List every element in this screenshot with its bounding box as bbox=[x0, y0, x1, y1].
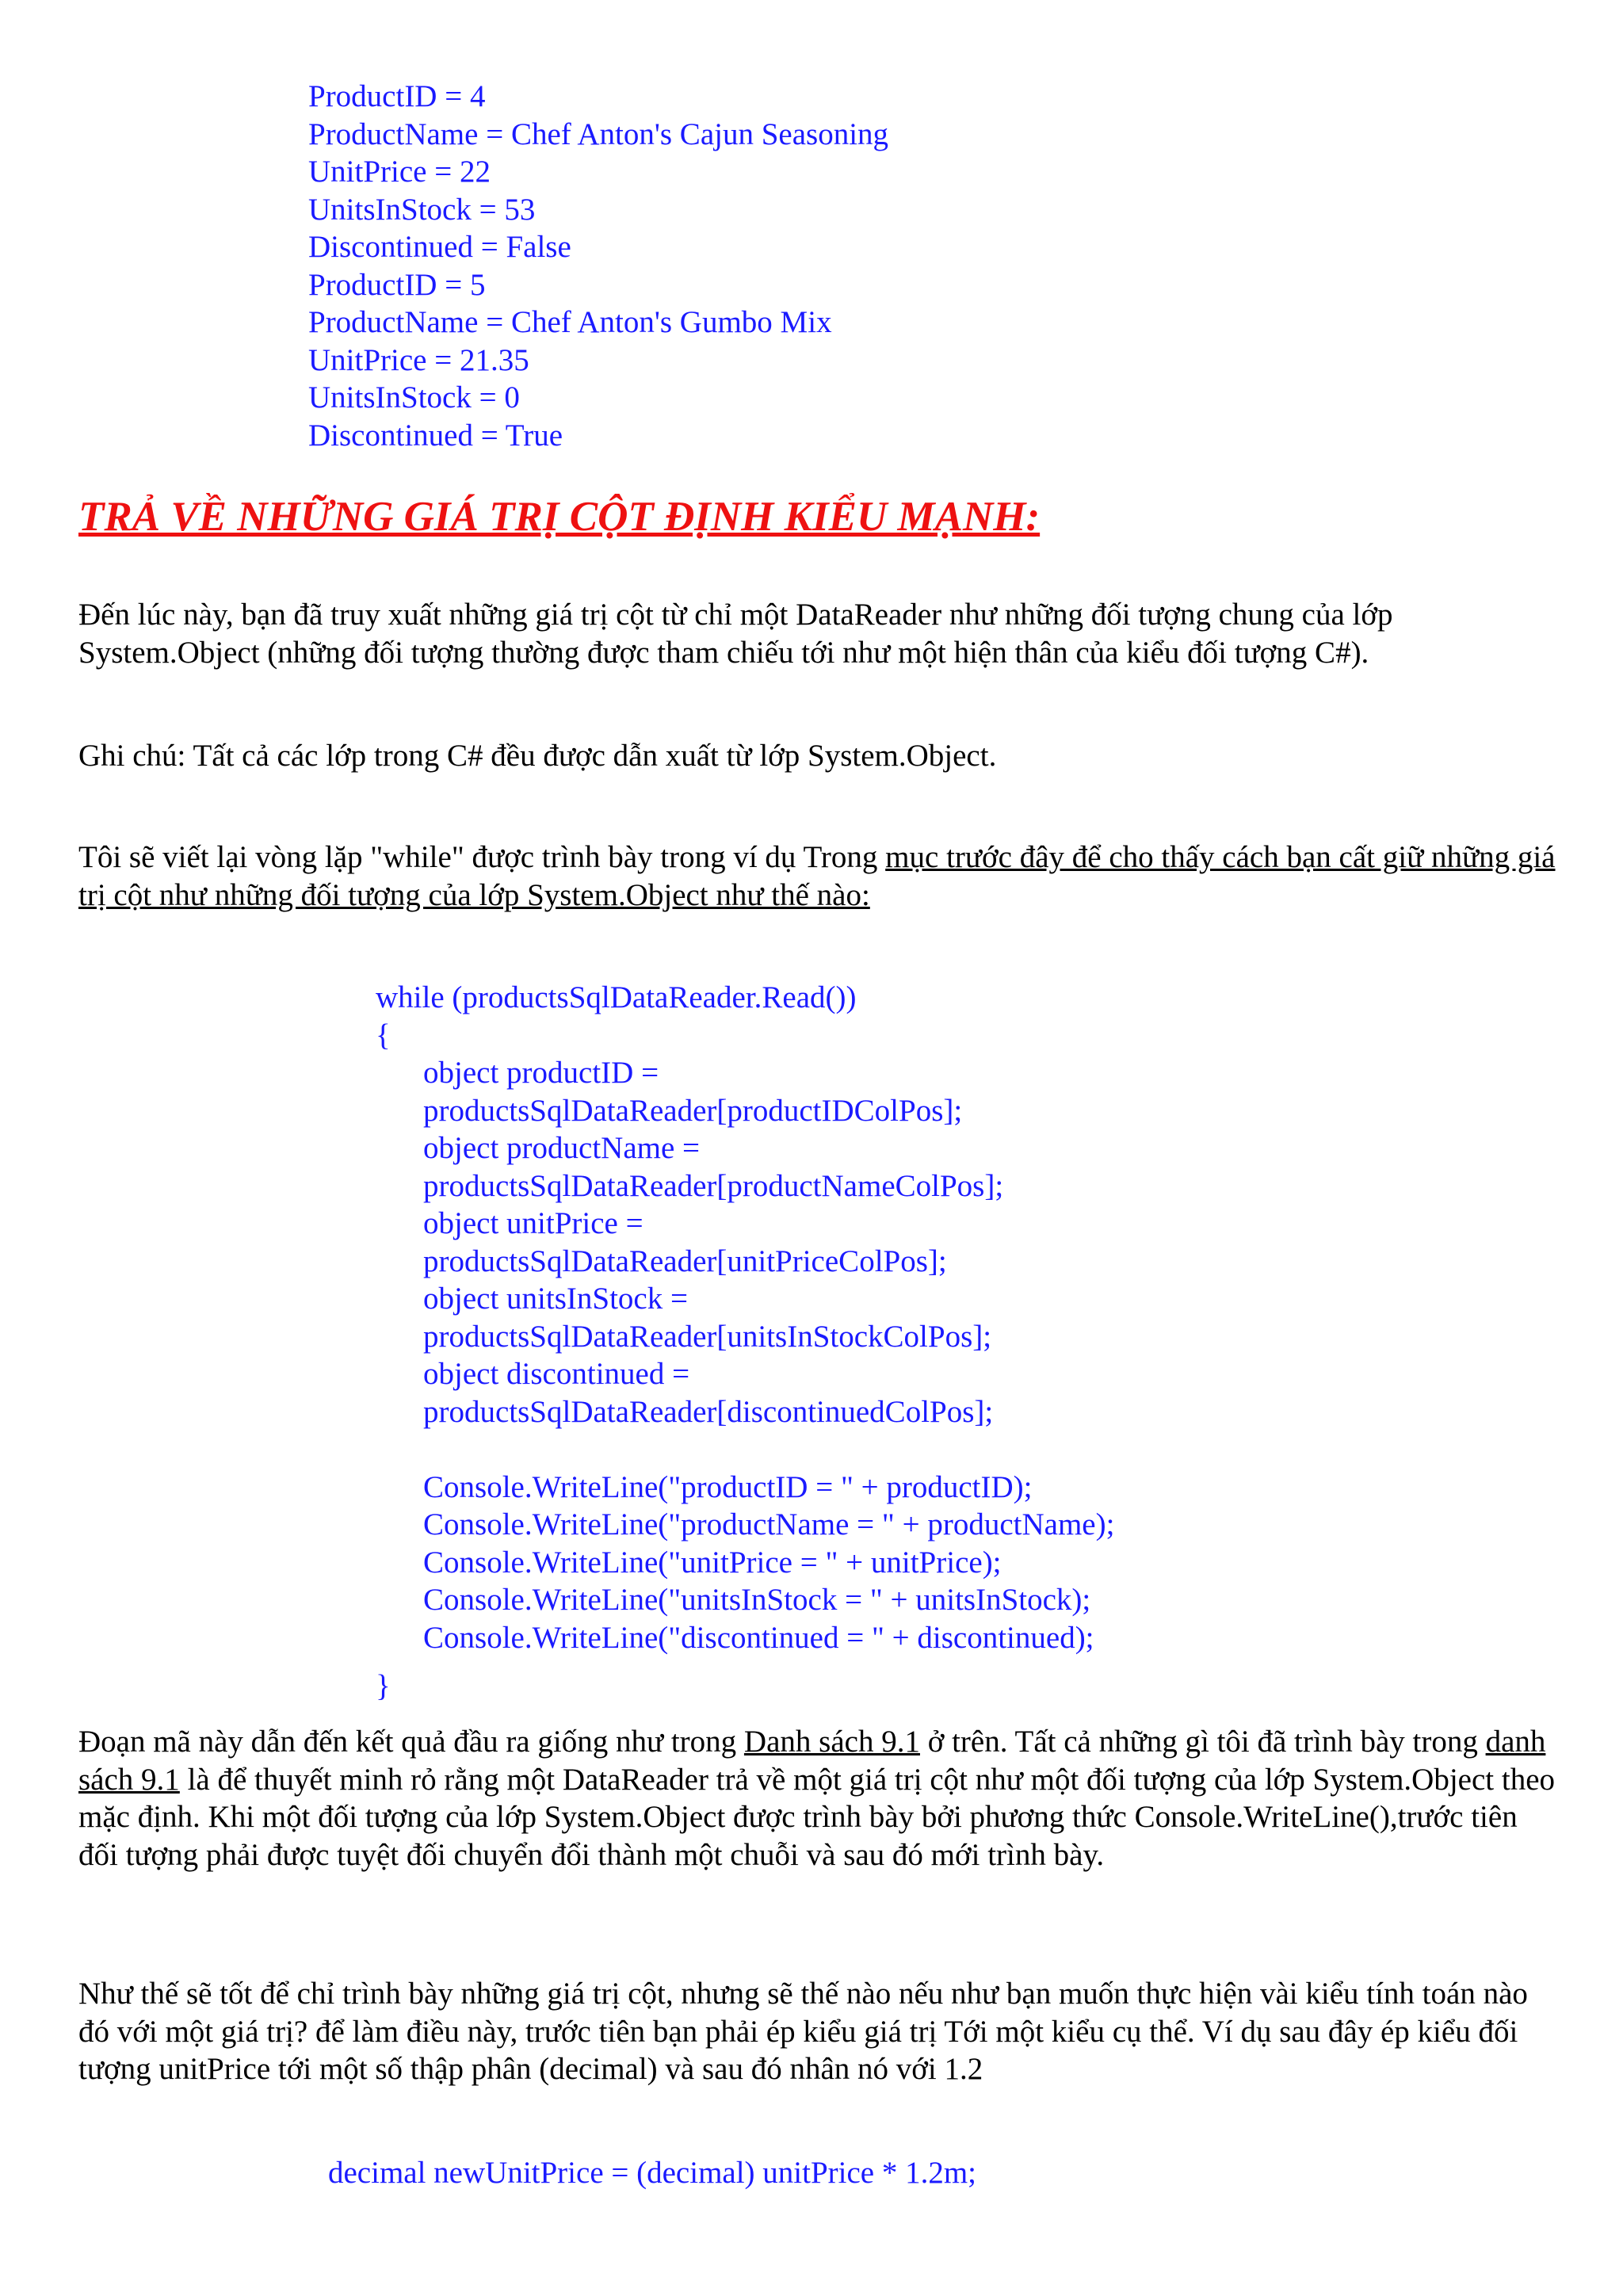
code-line: productsSqlDataReader[unitsInStockColPos]; bbox=[423, 1319, 992, 1354]
listing-9-1-link[interactable]: danh sách 9.1 bbox=[78, 1725, 1546, 1797]
output-line: Discontinued = True bbox=[308, 418, 563, 453]
note-paragraph: Ghi chú: Tất cả các lớp trong C# đều được dẫn xuất từ lớp System.Object. bbox=[78, 739, 997, 773]
decimal-cast-code: decimal newUnitPrice = (decimal) unitPrice * 1.2m; bbox=[328, 2156, 977, 2190]
code-line: Console.WriteLine("unitsInStock = " + unitsInStock); bbox=[423, 1583, 1091, 1617]
output-line: UnitPrice = 21.35 bbox=[308, 342, 529, 377]
code-line: object unitsInStock = bbox=[423, 1282, 688, 1316]
code-line: Console.WriteLine("discontinued = " + discontinued); bbox=[423, 1620, 1094, 1655]
code-line: } bbox=[376, 1669, 391, 1703]
result-text: là để thuyết minh rỏ rằng một DataReader trả về một giá trị cột như một đối tượng của lớp System.Object theo mặc định. Khi một đối tượng của lớp System.Object được trình bày bởi phương thức Console.WriteLine(),trước tiên đối tượng phải được tuyệt đối chuyển đổi thành một chuỗi và sau đó mới trình bày. bbox=[78, 1762, 1556, 1872]
result-text: ở trên. Tất cả những gì tôi đã trình bày trong bbox=[919, 1725, 1486, 1759]
code-line: Console.WriteLine("unitPrice = " + unitPrice); bbox=[423, 1545, 1002, 1580]
code-line: object productName = bbox=[423, 1131, 701, 1165]
output-line: ProductName = Chef Anton's Cajun Seasoning bbox=[308, 117, 889, 151]
while-loop-code bbox=[376, 979, 1114, 1706]
code-line: Console.WriteLine("productName = " + productName); bbox=[423, 1507, 1115, 1541]
result-text: Đoạn mã này dẫn đến kết quả đầu ra giống như trong bbox=[78, 1725, 744, 1759]
code-line: while (productsSqlDataReader.Read()) bbox=[376, 980, 857, 1014]
output-line: ProductID = 4 bbox=[308, 79, 486, 113]
rewrite-text: Tôi sẽ viết lại vòng lặp "while" được trình bày trong ví dụ Trong bbox=[78, 840, 886, 874]
output-line: Discontinued = False bbox=[308, 230, 571, 264]
section-heading: TRẢ VỀ NHỮNG GIÁ TRỊ CỘT ĐỊNH KIỂU MẠNH: bbox=[78, 494, 1041, 540]
output-line: UnitsInStock = 0 bbox=[308, 380, 520, 415]
output-line: UnitsInStock = 53 bbox=[308, 192, 536, 227]
code-line: productsSqlDataReader[productNameColPos]; bbox=[423, 1168, 1004, 1203]
rewrite-paragraph bbox=[78, 839, 1560, 914]
code-line: object discontinued = bbox=[423, 1357, 690, 1391]
output-line: ProductID = 5 bbox=[308, 267, 486, 302]
listing-9-1-link[interactable]: Danh sách 9.1 bbox=[743, 1725, 920, 1759]
previous-section-link[interactable]: mục trước đây để cho thấy cách bạn cất giữ những giá trị cột như những đối tượng của lớp System.Object như thế nào: bbox=[78, 840, 1556, 912]
intro-paragraph: Đến lúc này, bạn đã truy xuất những giá trị cột từ chỉ một DataReader như những đối tượng chung của lớp System.Object (những đối tượng thường được tham chiếu tới như một hiện thân của kiểu đối tượng C#). bbox=[78, 598, 1393, 670]
code-blank-line bbox=[376, 1431, 1114, 1469]
code-line: { bbox=[376, 1018, 391, 1052]
cast-paragraph: Như thế sẽ tốt để chỉ trình bày những giá trị cột, nhưng sẽ thế nào nếu như bạn muốn thực hiện vài kiểu tính toán nào đó với một giá trị? để làm điều này, trước tiên bạn phải ép kiểu giá trị Tới một kiểu cụ thể. Ví dụ sau đây ép kiểu đối tượng unitPrice tới một số thập phân (decimal) và sau đó nhân nó với 1.2 bbox=[78, 1977, 1528, 2086]
code-line: productsSqlDataReader[productIDColPos]; bbox=[423, 1093, 963, 1128]
output-line: ProductName = Chef Anton's Gumbo Mix bbox=[308, 305, 832, 339]
code-line: Console.WriteLine("productID = " + productID); bbox=[423, 1469, 1033, 1504]
code-line: productsSqlDataReader[unitPriceColPos]; bbox=[423, 1244, 947, 1278]
code-line: object productID = bbox=[423, 1056, 659, 1090]
program-output-listing bbox=[308, 78, 888, 454]
code-line: productsSqlDataReader[discontinuedColPos]; bbox=[423, 1394, 994, 1429]
result-paragraph bbox=[78, 1723, 1560, 1874]
output-line: UnitPrice = 22 bbox=[308, 155, 491, 189]
code-line: object unitPrice = bbox=[423, 1206, 643, 1240]
